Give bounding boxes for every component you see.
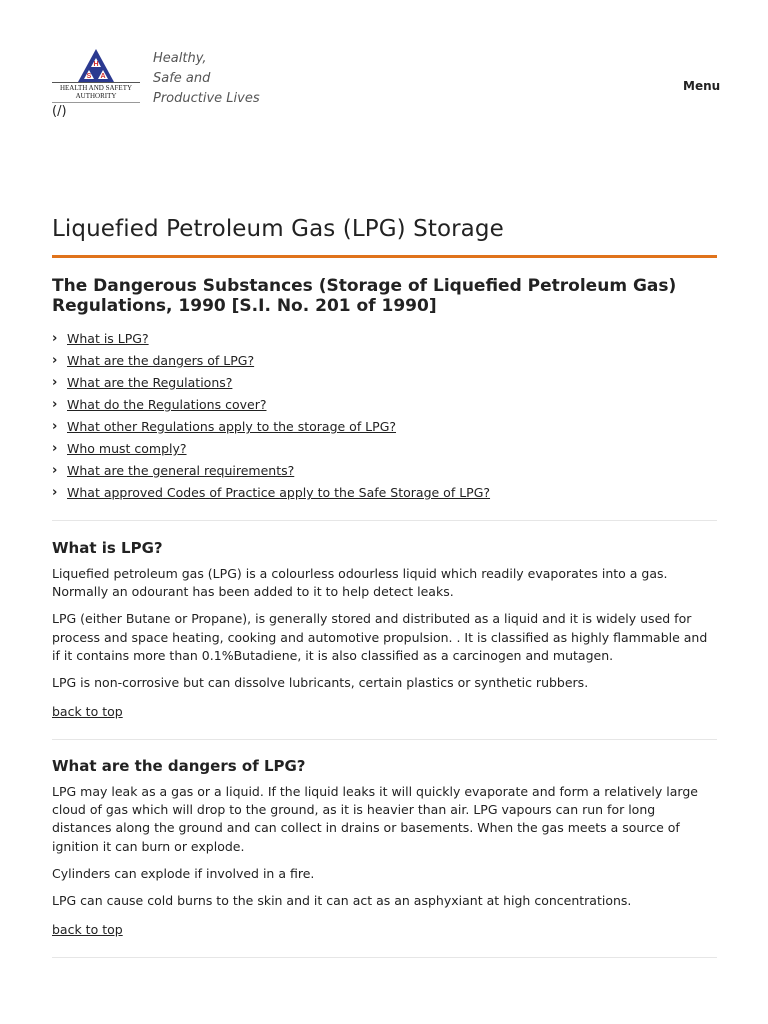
toc-item — [52, 374, 490, 396]
chevron-right-icon: › — [52, 375, 58, 390]
page-title: Liquefied Petroleum Gas (LPG) Storage — [52, 216, 504, 242]
chevron-right-icon: › — [52, 353, 58, 368]
section-paragraph: LPG may leak as a gas or a liquid. If the liquid leaks it will quickly evaporate and form a relatively large cloud of gas which will drop to the ground, as it is heavier than air. LPG vapours can run for long distances along the ground and can collect in drains or basements. When the gas meets a source of ignition it can burn or explode. — [52, 784, 698, 854]
section-paragraph: LPG (either Butane or Propane), is generally stored and distributed as a liquid and it is widely used for process and space heating, cooking and automotive propulsion. . It is classified as highly flammable and if it contains more than 0.1%Butadiene, it is also classified as a carcinogen and mutagen. — [52, 611, 708, 663]
hsa-logo[interactable] — [52, 48, 140, 106]
chevron-right-icon: › — [52, 331, 58, 346]
toc-link-dangers[interactable]: What are the dangers of LPG? — [67, 353, 255, 368]
toc-item — [52, 396, 490, 418]
toc-link-codes-of-practice[interactable]: What approved Codes of Practice apply to the Safe Storage of LPG? — [67, 485, 491, 500]
logo-caption-line1: HEALTH AND SAFETY — [59, 84, 133, 92]
toc-link-cover[interactable]: What do the Regulations cover? — [67, 397, 267, 412]
chevron-right-icon: › — [52, 397, 58, 412]
section-divider — [52, 520, 717, 521]
toc-link-who-must-comply[interactable]: Who must comply? — [67, 441, 187, 456]
section-dangers-of-lpg — [52, 756, 717, 938]
toc-item — [52, 440, 490, 462]
tagline-line: Productive Lives — [153, 91, 260, 106]
tagline — [153, 49, 260, 109]
toc-link-what-is-lpg[interactable]: What is LPG? — [67, 331, 149, 346]
section-paragraph: Cylinders can explode if involved in a fire. — [52, 865, 315, 881]
section-heading: What is LPG? — [52, 539, 163, 557]
menu-button[interactable]: Menu — [683, 79, 721, 93]
section-paragraph: Liquefied petroleum gas (LPG) is a colourless odourless liquid which readily evaporates into a gas. Normally an odourant has been added to it to help detect leaks. — [52, 566, 668, 600]
toc-item — [52, 352, 490, 374]
title-rule — [52, 255, 717, 258]
section-what-is-lpg — [52, 538, 717, 720]
chevron-right-icon: › — [52, 463, 58, 478]
regulation-heading: The Dangerous Substances (Storage of Liquefied Petroleum Gas) Regulations, 1990 [S.I. No. 201 of 1990] — [52, 276, 677, 316]
logo-caption-line2: AUTHORITY — [75, 92, 117, 100]
logo-caption — [52, 84, 140, 100]
back-to-top-link[interactable]: back to top — [52, 704, 123, 720]
chevron-right-icon: › — [52, 419, 58, 434]
site-header — [0, 0, 768, 130]
chevron-right-icon: › — [52, 441, 58, 456]
toc-item — [52, 418, 490, 440]
toc-link-other-regulations[interactable]: What other Regulations apply to the storage of LPG? — [67, 419, 397, 434]
back-to-top-link[interactable]: back to top — [52, 922, 123, 938]
logo-letter-h: H — [93, 61, 99, 68]
section-paragraph: LPG can cause cold burns to the skin and it can act as an asphyxiant at high concentrations. — [52, 893, 632, 909]
toc-item — [52, 484, 490, 506]
section-divider — [52, 739, 717, 740]
tagline-line: Safe and — [153, 71, 211, 86]
section-divider — [52, 957, 717, 958]
table-of-contents — [52, 330, 490, 506]
tagline-line: Healthy, — [153, 51, 207, 66]
toc-link-regulations[interactable]: What are the Regulations? — [67, 375, 233, 390]
logo-rule-bottom — [52, 102, 140, 103]
logo-letter-s: S — [86, 73, 92, 80]
toc-item — [52, 462, 490, 484]
hsa-logo-icon — [52, 48, 140, 84]
toc-link-general-requirements[interactable]: What are the general requirements? — [67, 463, 295, 478]
section-paragraph: LPG is non-corrosive but can dissolve lubricants, certain plastics or synthetic rubbers. — [52, 675, 589, 691]
chevron-right-icon: › — [52, 485, 58, 500]
home-link[interactable]: (/) — [52, 104, 67, 119]
logo-letter-a: A — [100, 73, 106, 80]
logo-rule — [52, 82, 140, 83]
section-heading: What are the dangers of LPG? — [52, 757, 306, 775]
toc-item — [52, 330, 490, 352]
